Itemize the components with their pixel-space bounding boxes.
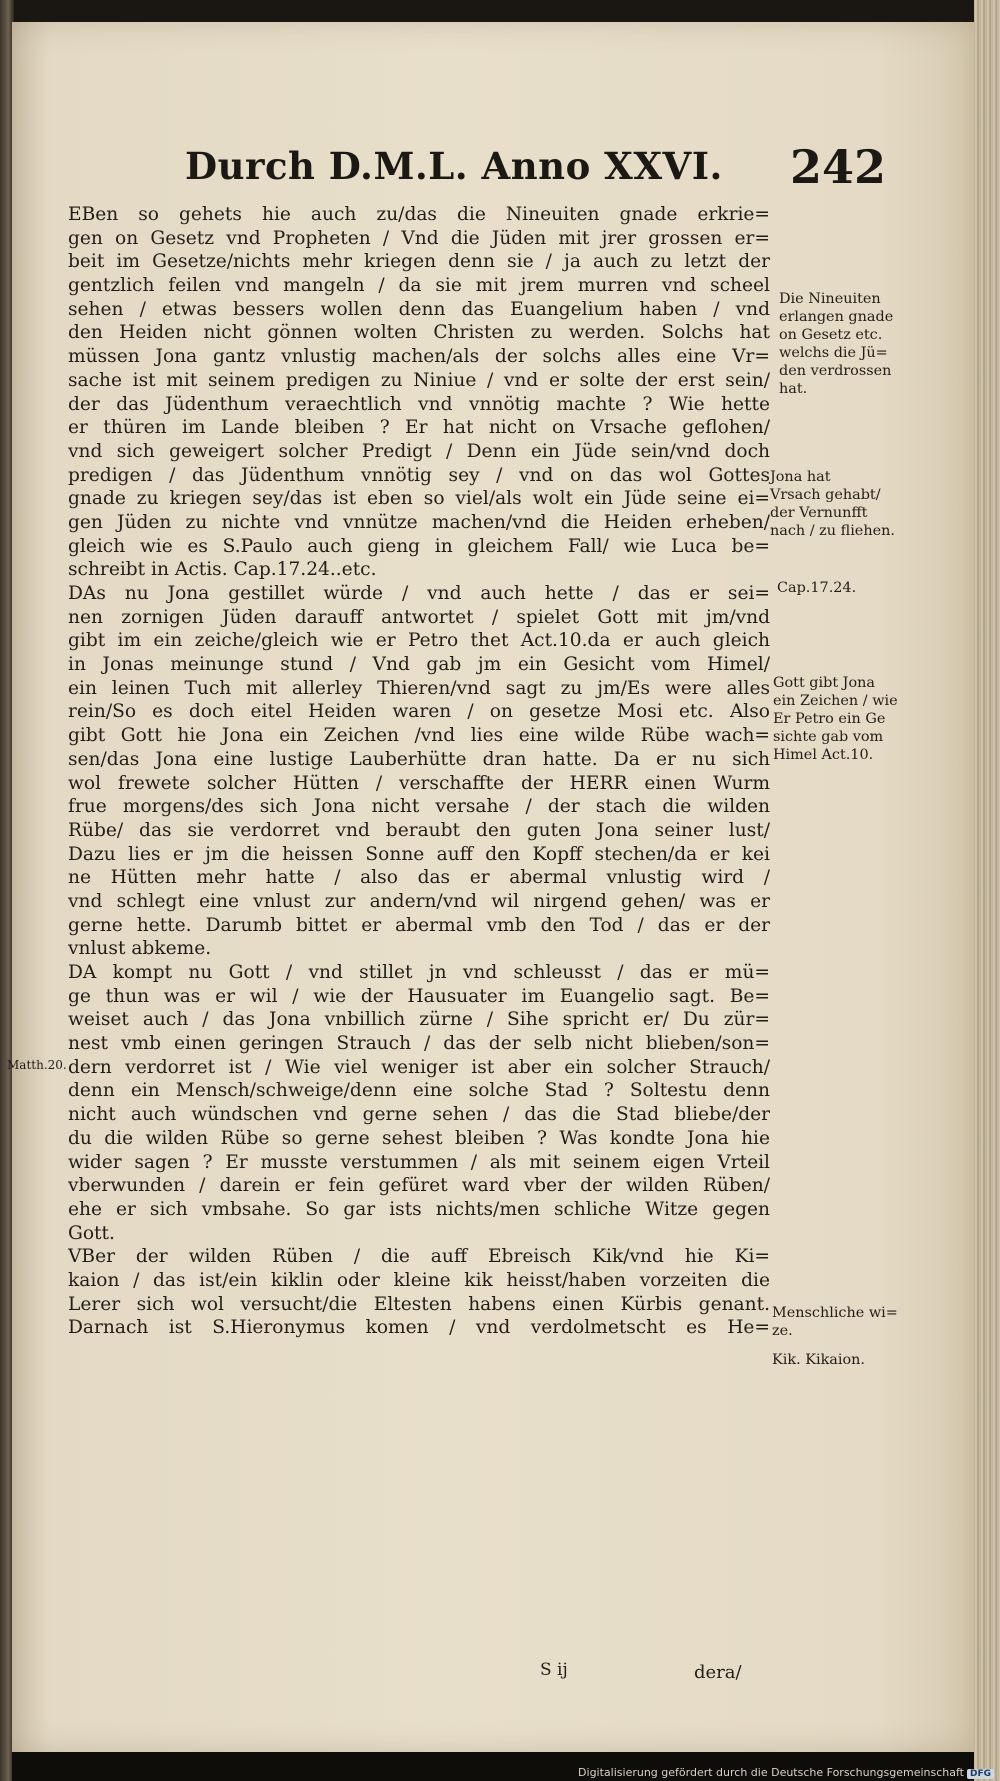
note-line: Jona hat [770, 469, 831, 485]
text-line: vberwunden / darein er fein gefüret ward vber der wilden Rüben/ [68, 1175, 770, 1197]
text-line: Darnach ist S.Hieronymus komen / vnd verdolmetscht es He= [68, 1317, 770, 1339]
note-line: erlangen gnade [779, 309, 894, 325]
note-line: Matth.20. [7, 1058, 67, 1072]
credit-text: Digitalisierung gefördert durch die Deutsche Forschungsgemeinschaft [578, 1766, 964, 1779]
note-line: Er Petro ein Ge [773, 711, 886, 727]
text-line: Gott. [68, 1222, 115, 1244]
text-line: er thüren im Lande bleiben ? Er hat nicht on Vrsache geflohen/ [68, 417, 770, 439]
note-line: ein Zeichen / wie [773, 693, 898, 709]
text-line: rein/So es doch eitel Heiden waren / on gesetze Mosi etc. Also [68, 701, 770, 723]
text-line: ehe er sich vmbsahe. So gar ists nichts/men schliche Witze gegen [68, 1198, 770, 1220]
text-line: den Heiden nicht gönnen wolten Christen zu werden. Solchs hat [68, 322, 770, 344]
note-line: nach / zu fliehen. [770, 523, 895, 539]
text-line: du die wilden Rübe so gerne sehest bleiben ? Was kondte Jona hie [68, 1127, 770, 1149]
text-line: gibt Gott hie Jona ein Zeichen /vnd lies eine wilde Rübe wach= [68, 725, 770, 747]
folio-number: 242 [790, 140, 887, 194]
note-line: Gott gibt Jona [773, 675, 875, 691]
text-line: gen on Gesetz vnd Propheten / Vnd die Jüden mit jrer grossen er= [68, 227, 770, 249]
note-line: Vrsach gehabt/ [770, 487, 881, 503]
text-line: in Jonas meinunge stund / Vnd gab jm ein Gesicht vom Himel/ [68, 654, 770, 676]
catchword: dera/ [694, 1662, 742, 1683]
text-line: beit im Gesetze/nichts mehr kriegen denn sie / ja auch zu letzt der [68, 251, 770, 273]
text-line: denn ein Mensch/schweige/denn eine solche Stad ? Soltestu denn [68, 1080, 770, 1102]
text-line: ein leinen Tuch mit allerley Thieren/vnd sagt zu jm/Es were alles [68, 677, 770, 699]
text-line: frue morgens/des sich Jona nicht versahe / der stach die wilden [68, 796, 770, 818]
text-line: VBer der wilden Rüben / die auff Ebreisch Kik/vnd hie Ki= [68, 1246, 770, 1268]
text-line: vnd sich geweigert solcher Predigt / Denn ein Jüde sein/vnd doch [68, 440, 770, 462]
note-line: Cap.17.24. [777, 580, 857, 596]
digitization-credit [578, 1766, 994, 1779]
text-line: vnd schlegt eine vnlust zur andern/vnd wil nirgend gehen/ was er [68, 890, 770, 912]
note-line: Kik. Kikaion. [772, 1352, 865, 1368]
text-line: DA kompt nu Gott / vnd stillet jn vnd schleusst / das er mü= [68, 962, 770, 983]
text-line: gibt im ein zeiche/gleich wie er Petro thet Act.10.da er auch gleich [68, 630, 770, 652]
text-line: kaion / das ist/ein kiklin oder kleine kik heisst/haben vorzeiten die [68, 1269, 770, 1291]
text-line: ge thun was er wil / wie der Hausuater im Euangelio sagt. Be= [68, 985, 770, 1007]
note-line: on Gesetz etc. [779, 327, 883, 343]
text-line: gentzlich feilen vnd mangeln / da sie mit jrem murren vnd scheel [68, 275, 770, 297]
text-line: schreibt in Actis. Cap.17.24..etc. [68, 559, 377, 581]
page-fore-edge [974, 0, 1000, 1781]
text-line: sehen / etwas bessers wollen denn das Euangelium haben / vnd [68, 298, 770, 320]
note-line: den verdrossen [779, 363, 892, 379]
text-line: Dazu lies er jm die heissen Sonne auff den Kopff stechen/da er kei [68, 843, 770, 865]
text-line: wol frewete solcher Hütten / verschaffte der HERR einen Wurm [68, 772, 770, 794]
text-line: Lerer sich wol versucht/die Eltesten habens einen Kürbis genant. [68, 1293, 770, 1315]
dfg-logo-icon: DFG [967, 1769, 994, 1779]
text-line: EBen so gehets hie auch zu/das die Nineuiten gnade erkrie= [68, 204, 770, 225]
text-line: dern verdorret ist / Wie viel weniger ist aber ein solcher Strauch/ [68, 1056, 770, 1078]
text-line: gerne hette. Darumb bittet er abermal vmb den Tod / das er der [68, 914, 770, 936]
text-line: sache ist mit seinem predigen zu Niniue / vnd er solte der erst sein/ [68, 369, 770, 391]
text-line: vnlust abkeme. [68, 938, 212, 960]
text-line: der das Jüdenthum veraechtlich vnd vnnötig machte ? Wie hette [68, 393, 770, 415]
text-line: nest vmb einen geringen Strauch / das der selb nicht blieben/son= [68, 1033, 770, 1055]
note-line: Die Nineuiten [779, 291, 881, 307]
text-line: nen zornigen Jüden darauff antwortet / spielet Gott mit jm/vnd [68, 606, 770, 628]
text-line: DAs nu Jona gestillet würde / vnd auch hette / das er sei= [68, 583, 770, 604]
text-line: gen Jüden zu nichte vnd vnnütze machen/vnd die Heiden erheben/ [68, 511, 770, 533]
signature-mark: S ij [540, 1660, 568, 1680]
text-line: gleich wie es S.Paulo auch gieng in gleichem Fall/ wie Luca be= [68, 535, 770, 557]
note-line: welchs die Jü= [779, 345, 888, 361]
note-line: hat. [779, 381, 808, 397]
text-line: müssen Jona gantz vnlustig machen/als der solchs alles eine Vr= [68, 346, 770, 368]
note-line: Himel Act.10. [773, 747, 874, 763]
text-line: wider sagen ? Er musste verstummen / als mit seinem eigen Vrteil [68, 1151, 770, 1173]
page-header [185, 140, 885, 200]
note-line: Menschliche wi= [772, 1305, 898, 1321]
text-line: Rübe/ das sie verdorret vnd beraubt den guten Jona seiner lust/ [68, 819, 770, 841]
text-line: ne Hütten mehr hatte / also das er abermal vnlustig wird / [68, 867, 770, 889]
text-line: weiset auch / das Jona vnbillich zürne / Sihe spricht er/ Du zür= [68, 1009, 770, 1031]
main-text-block [68, 203, 770, 1340]
text-line: gnade zu kriegen sey/das ist eben so viel/als wolt ein Jüde seine ei= [68, 488, 770, 510]
note-line: der Vernunfft [770, 505, 868, 521]
text-line: sen/das Jona eine lustige Lauberhütte dran hatte. Da er nu sich [68, 748, 770, 770]
note-line: sichte gab vom [773, 729, 884, 745]
text-line: predigen / das Jüdenthum vnnötig sey / vnd on das wol Gottes [68, 464, 770, 486]
text-line: nicht auch wündschen vnd gerne sehen / das die Stad bliebe/der [68, 1104, 770, 1126]
running-head: Durch D.M.L. Anno XXVI. [185, 144, 723, 188]
note-line: ze. [772, 1323, 793, 1339]
